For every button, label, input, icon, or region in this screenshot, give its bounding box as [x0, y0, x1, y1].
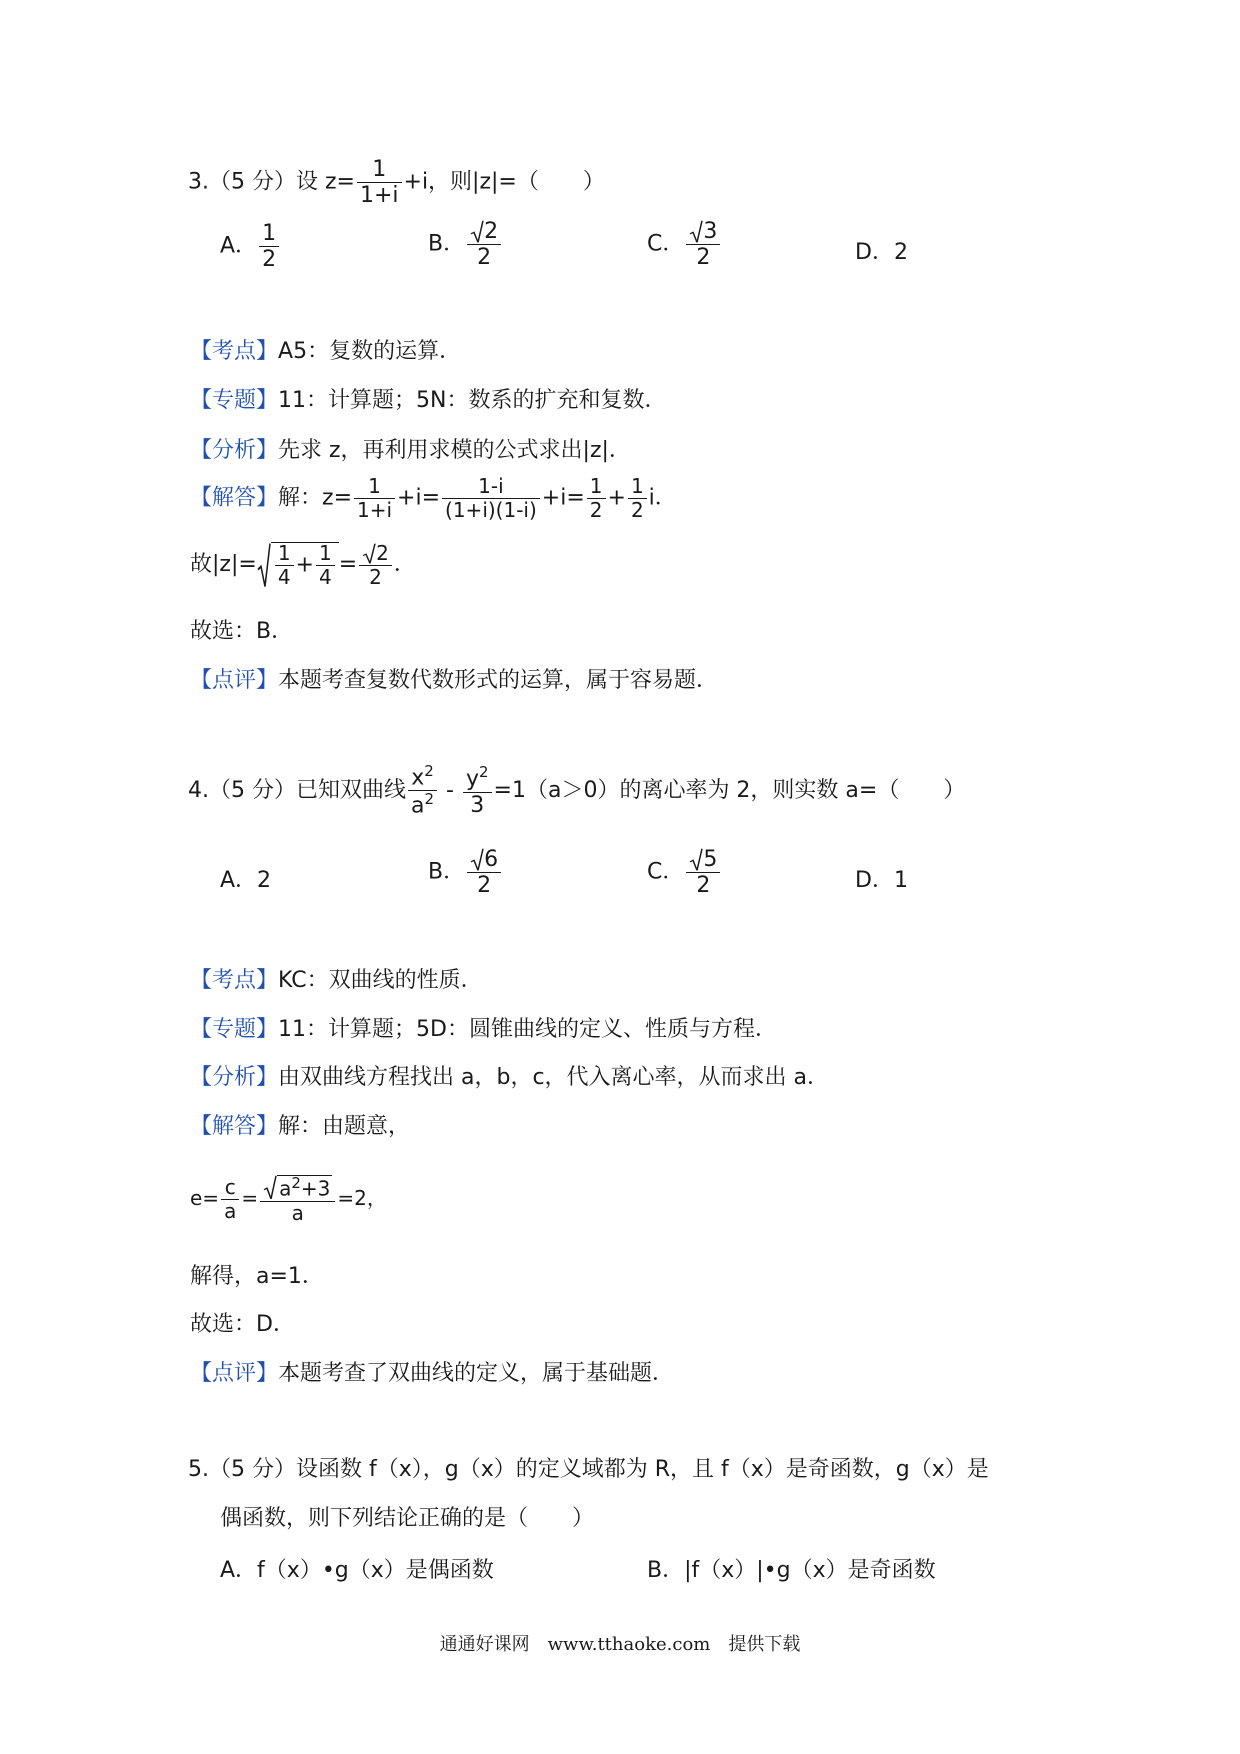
- q4-dianping: 【点评】本题考查了双曲线的定义，属于基础题．: [190, 1361, 675, 1386]
- q4-option-d: D．1: [855, 868, 908, 893]
- q3-gu-line: 故|z|= $\frac{1}{4}$ + $\frac{1}{4}$ = $\frac{2}{2}$ ．: [190, 540, 416, 589]
- q3-zhuanti: 【专题】11：计算题；5N：数系的扩充和复数．: [190, 388, 667, 413]
- sqrt-icon: $\frac{1}{4}$ + $\frac{1}{4}$: [257, 542, 339, 588]
- q4-guxuan: 故选：D．: [190, 1312, 295, 1337]
- q3-option-b: B． $\frac{2}{2}$: [428, 220, 503, 269]
- q5-option-a: A．f（x）•g（x）是偶函数: [220, 1558, 494, 1583]
- q4-jieda: 【解答】解：由题意，: [190, 1114, 411, 1139]
- sqrt-icon: 6: [470, 848, 498, 871]
- q4-kaodian: 【考点】KC：双曲线的性质．: [190, 968, 483, 993]
- q4-fenxi: 【分析】由双曲线方程找出 a，b，c，代入离心率，从而求出 a．: [190, 1065, 830, 1090]
- sqrt-icon: 2: [362, 543, 389, 564]
- q3-guxuan: 故选：B．: [190, 619, 294, 644]
- q3-fenxi: 【分析】先求 z，再利用求模的公式求出|z|．: [190, 438, 631, 463]
- q3-option-a: A． $\frac{1}{2}$: [220, 222, 281, 271]
- sqrt-icon: $a^2+3$: [263, 1175, 332, 1200]
- q3-option-c: C． $\frac{3}{2}$: [647, 220, 722, 269]
- q4-option-a: A．2: [220, 868, 272, 893]
- q3-stem: [188, 158, 605, 207]
- q4-option-b: B． $\frac{6}{2}$: [428, 848, 503, 897]
- q4-zhuanti: 【专题】11：计算题；5D：圆锥曲线的定义、性质与方程．: [190, 1017, 777, 1042]
- q4-y-fraction: $\frac{y^2}{3}$: [463, 765, 492, 817]
- q4-x-fraction: $\frac{x^2}{a^2}$: [408, 764, 437, 818]
- sqrt-icon: 2: [470, 220, 498, 243]
- q4-jiede: 解得，a=1．: [190, 1264, 324, 1289]
- q3-stem-fraction: $\frac{1}{1+i}$: [357, 158, 402, 207]
- q4-option-c: C． $\frac{5}{2}$: [647, 848, 722, 897]
- q3-kaodian: 【考点】A5：复数的运算．: [190, 339, 462, 364]
- q3-option-d: D．2: [855, 240, 908, 265]
- sqrt-icon: 5: [689, 848, 717, 871]
- q5-stem-line1: 5.（5 分）设函数 f（x），g（x）的定义域都为 R，且 f（x）是奇函数，g（x）是: [188, 1457, 989, 1482]
- sqrt-icon: 3: [689, 220, 717, 243]
- q4-stem: 4.（5 分）已知双曲线 $\frac{x^2}{a^2}$ - $\frac{y^2}{3}$ =1（a＞0）的离心率为 2，则实数 a=（ ）: [188, 762, 966, 819]
- page-footer: 通通好课网 www.tthaoke.com 提供下载: [439, 1634, 801, 1655]
- q3-stem-suffix: +i，则|z|=（ ）: [403, 169, 605, 195]
- q3-dianping: 【点评】本题考查复数代数形式的运算，属于容易题．: [190, 668, 719, 693]
- q3-stem-prefix: 3.（5 分）设 z=: [188, 169, 355, 195]
- q5-stem-line2: 偶函数，则下列结论正确的是（ ）: [220, 1506, 595, 1531]
- q3-jieda: 【解答】解：z= $\frac{1}{1+i}$ +i= $\frac{1-i}{(1+i)(1-i)}$ +i= $\frac{1}{2}$ + $\frac{1}{2}$ i．: [190, 474, 677, 522]
- q5-option-b: B．|f（x）|•g（x）是奇函数: [647, 1558, 936, 1583]
- q4-eccentricity-line: e= $\frac{c}{a}$ = $\frac{a^2+3}{a}$ =2，: [190, 1174, 387, 1225]
